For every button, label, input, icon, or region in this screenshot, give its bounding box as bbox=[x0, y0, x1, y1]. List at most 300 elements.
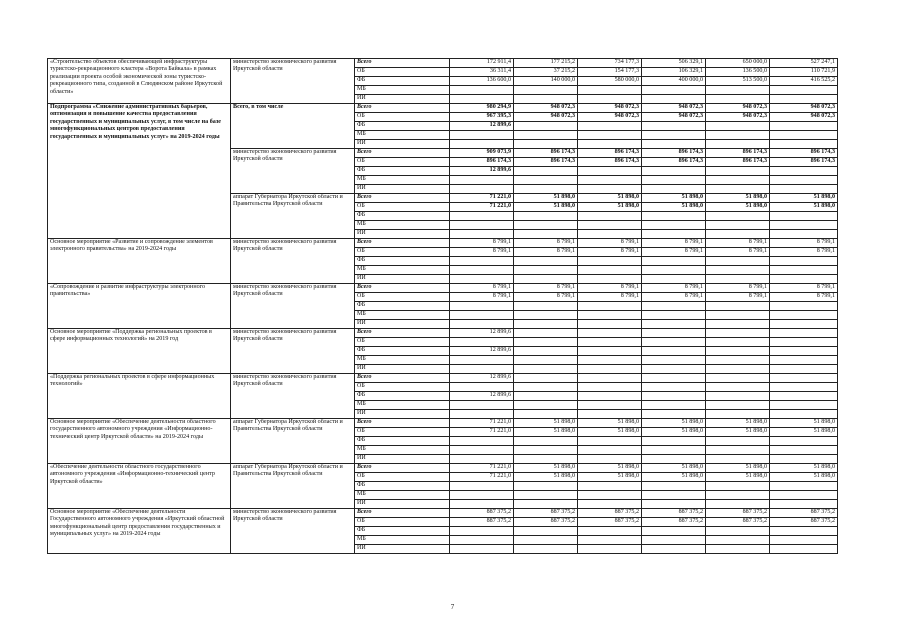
amount-cell: 51 898,0 bbox=[642, 419, 706, 428]
amount-cell bbox=[770, 536, 838, 545]
amount-cell bbox=[642, 329, 706, 338]
amount-cell: 177 215,2 bbox=[514, 59, 578, 68]
activity-description: Основное мероприятие «Обеспечение деятельности областного государственного автономного учреждения «Информационно-технический центр Иркутской области» на 2019-2024 годы bbox=[48, 419, 231, 464]
amount-cell bbox=[770, 383, 838, 392]
amount-cell bbox=[578, 230, 642, 239]
amount-cell: 8 799,1 bbox=[706, 284, 770, 293]
amount-cell bbox=[642, 446, 706, 455]
amount-cell bbox=[706, 392, 770, 401]
amount-cell: 8 799,1 bbox=[578, 293, 642, 302]
amount-cell bbox=[706, 320, 770, 329]
amount-cell bbox=[642, 212, 706, 221]
amount-cell: 71 221,0 bbox=[450, 419, 514, 428]
amount-cell bbox=[450, 401, 514, 410]
amount-cell bbox=[450, 185, 514, 194]
amount-cell bbox=[514, 401, 578, 410]
amount-cell bbox=[706, 374, 770, 383]
amount-cell: 12 899,6 bbox=[450, 329, 514, 338]
amount-cell: 51 898,0 bbox=[578, 473, 642, 482]
amount-cell bbox=[706, 455, 770, 464]
amount-cell: 51 898,0 bbox=[578, 203, 642, 212]
amount-cell bbox=[450, 302, 514, 311]
amount-cell: 51 898,0 bbox=[770, 194, 838, 203]
amount-cell bbox=[770, 275, 838, 284]
funding-source-label: ИИ bbox=[355, 545, 450, 554]
amount-cell bbox=[578, 410, 642, 419]
amount-cell bbox=[578, 311, 642, 320]
amount-cell bbox=[450, 257, 514, 266]
amount-cell bbox=[578, 266, 642, 275]
amount-cell bbox=[770, 347, 838, 356]
amount-cell bbox=[514, 167, 578, 176]
table-row bbox=[48, 419, 838, 428]
amount-cell bbox=[450, 365, 514, 374]
amount-cell: 154 177,3 bbox=[578, 68, 642, 77]
amount-cell bbox=[514, 329, 578, 338]
amount-cell: 51 898,0 bbox=[642, 203, 706, 212]
amount-cell: 948 072,3 bbox=[514, 113, 578, 122]
amount-cell bbox=[514, 221, 578, 230]
amount-cell: 136 500,0 bbox=[706, 68, 770, 77]
amount-cell: 140 000,0 bbox=[514, 77, 578, 86]
amount-cell bbox=[770, 320, 838, 329]
amount-cell: 887 375,2 bbox=[450, 518, 514, 527]
budget-table bbox=[47, 58, 838, 554]
amount-cell: 8 799,1 bbox=[514, 239, 578, 248]
amount-cell bbox=[578, 527, 642, 536]
executor-name: министерство экономического развития Иркутской области bbox=[231, 374, 355, 419]
amount-cell bbox=[450, 86, 514, 95]
amount-cell bbox=[706, 266, 770, 275]
amount-cell: 8 799,1 bbox=[770, 293, 838, 302]
amount-cell bbox=[514, 275, 578, 284]
amount-cell: 513 500,0 bbox=[706, 77, 770, 86]
amount-cell: 51 898,0 bbox=[706, 428, 770, 437]
amount-cell: 887 375,2 bbox=[770, 509, 838, 518]
amount-cell: 887 375,2 bbox=[514, 518, 578, 527]
amount-cell: 136 600,0 bbox=[450, 77, 514, 86]
amount-cell bbox=[770, 86, 838, 95]
table-row bbox=[48, 374, 838, 383]
table-row bbox=[48, 284, 838, 293]
amount-cell bbox=[514, 374, 578, 383]
funding-source-label: МБ bbox=[355, 86, 450, 95]
funding-source-label: Всего bbox=[355, 194, 450, 203]
funding-source-label: ОБ bbox=[355, 293, 450, 302]
amount-cell: 887 375,2 bbox=[642, 509, 706, 518]
amount-cell: 887 375,2 bbox=[578, 518, 642, 527]
amount-cell bbox=[578, 212, 642, 221]
funding-source-label: ФБ bbox=[355, 167, 450, 176]
amount-cell bbox=[578, 167, 642, 176]
funding-source-label: ФБ bbox=[355, 392, 450, 401]
amount-cell: 12 899,6 bbox=[450, 347, 514, 356]
amount-cell bbox=[770, 527, 838, 536]
amount-cell: 8 799,1 bbox=[706, 248, 770, 257]
funding-source-label: ИИ bbox=[355, 230, 450, 239]
funding-source-label: ИИ bbox=[355, 185, 450, 194]
amount-cell bbox=[450, 230, 514, 239]
amount-cell bbox=[642, 275, 706, 284]
amount-cell bbox=[642, 311, 706, 320]
amount-cell bbox=[642, 221, 706, 230]
amount-cell bbox=[770, 185, 838, 194]
funding-source-label: ОБ bbox=[355, 203, 450, 212]
amount-cell bbox=[578, 176, 642, 185]
amount-cell: 51 898,0 bbox=[578, 428, 642, 437]
amount-cell bbox=[642, 545, 706, 554]
amount-cell: 51 898,0 bbox=[770, 473, 838, 482]
amount-cell: 51 898,0 bbox=[578, 419, 642, 428]
amount-cell bbox=[706, 437, 770, 446]
amount-cell: 887 375,2 bbox=[642, 518, 706, 527]
amount-cell bbox=[770, 230, 838, 239]
amount-cell: 51 898,0 bbox=[706, 419, 770, 428]
amount-cell bbox=[578, 329, 642, 338]
executor-name: министерство экономического развития Иркутской области bbox=[231, 284, 355, 329]
amount-cell bbox=[706, 410, 770, 419]
amount-cell: 8 799,1 bbox=[578, 248, 642, 257]
amount-cell bbox=[450, 437, 514, 446]
amount-cell: 650 000,0 bbox=[706, 59, 770, 68]
amount-cell bbox=[514, 95, 578, 104]
amount-cell bbox=[578, 455, 642, 464]
activity-description: «Строительство объектов обеспечивающей инфраструктуры туристско-рекреационного кластера «Ворота Байкала» в рамках реализации проекта особой экономической зоны туристско-рекреационного типа, созданной в Слюдянском районе Иркутской области» bbox=[48, 59, 231, 104]
activity-description: Подпрограмма «Снижение административных барьеров, оптимизация и повышение качества предоставления государственных и муниципальных услуг, в том числе на базе многофункциональных центров предоставления государственных и муниципальных услуг» на 2019-2024 годы bbox=[48, 104, 231, 239]
funding-source-label: Всего bbox=[355, 284, 450, 293]
amount-cell: 887 375,2 bbox=[514, 509, 578, 518]
amount-cell: 948 072,3 bbox=[642, 113, 706, 122]
amount-cell: 8 799,1 bbox=[642, 248, 706, 257]
amount-cell bbox=[706, 347, 770, 356]
amount-cell bbox=[642, 410, 706, 419]
amount-cell bbox=[450, 140, 514, 149]
amount-cell: 8 799,1 bbox=[642, 293, 706, 302]
amount-cell: 580 000,0 bbox=[578, 77, 642, 86]
amount-cell bbox=[770, 356, 838, 365]
amount-cell bbox=[770, 365, 838, 374]
amount-cell bbox=[642, 185, 706, 194]
funding-source-label: ФБ bbox=[355, 527, 450, 536]
amount-cell bbox=[514, 482, 578, 491]
amount-cell: 51 898,0 bbox=[642, 428, 706, 437]
amount-cell: 887 375,2 bbox=[450, 509, 514, 518]
amount-cell: 416 525,2 bbox=[770, 77, 838, 86]
amount-cell bbox=[706, 338, 770, 347]
amount-cell bbox=[770, 311, 838, 320]
amount-cell: 400 000,0 bbox=[642, 77, 706, 86]
funding-source-label: ИИ bbox=[355, 365, 450, 374]
amount-cell: 51 898,0 bbox=[578, 464, 642, 473]
amount-cell bbox=[450, 446, 514, 455]
amount-cell bbox=[514, 122, 578, 131]
amount-cell bbox=[770, 446, 838, 455]
funding-source-label: Всего bbox=[355, 239, 450, 248]
amount-cell: 896 174,3 bbox=[578, 158, 642, 167]
amount-cell bbox=[642, 482, 706, 491]
amount-cell bbox=[450, 131, 514, 140]
amount-cell bbox=[578, 221, 642, 230]
amount-cell bbox=[578, 338, 642, 347]
activity-description: Основное мероприятие «Поддержка региональных проектов в сфере информационных технологий» на 2019 год bbox=[48, 329, 231, 374]
amount-cell bbox=[578, 383, 642, 392]
amount-cell: 71 221,0 bbox=[450, 464, 514, 473]
amount-cell bbox=[642, 320, 706, 329]
funding-source-label: ОБ bbox=[355, 473, 450, 482]
amount-cell bbox=[706, 140, 770, 149]
amount-cell: 8 799,1 bbox=[450, 284, 514, 293]
amount-cell bbox=[642, 257, 706, 266]
amount-cell bbox=[770, 176, 838, 185]
amount-cell bbox=[578, 536, 642, 545]
amount-cell bbox=[706, 356, 770, 365]
amount-cell bbox=[770, 131, 838, 140]
amount-cell bbox=[578, 500, 642, 509]
funding-source-label: МБ bbox=[355, 266, 450, 275]
amount-cell: 51 898,0 bbox=[514, 464, 578, 473]
amount-cell bbox=[770, 257, 838, 266]
amount-cell bbox=[514, 491, 578, 500]
amount-cell: 948 072,3 bbox=[770, 104, 838, 113]
amount-cell bbox=[706, 383, 770, 392]
funding-source-label: ИИ bbox=[355, 500, 450, 509]
funding-source-label: ФБ bbox=[355, 482, 450, 491]
amount-cell: 51 898,0 bbox=[514, 428, 578, 437]
amount-cell: 172 911,4 bbox=[450, 59, 514, 68]
amount-cell bbox=[450, 536, 514, 545]
funding-source-label: ФБ bbox=[355, 122, 450, 131]
amount-cell bbox=[450, 311, 514, 320]
amount-cell bbox=[706, 302, 770, 311]
amount-cell bbox=[514, 527, 578, 536]
funding-source-label: ФБ bbox=[355, 347, 450, 356]
amount-cell bbox=[450, 275, 514, 284]
amount-cell bbox=[578, 374, 642, 383]
amount-cell bbox=[706, 365, 770, 374]
amount-cell bbox=[514, 500, 578, 509]
amount-cell bbox=[514, 545, 578, 554]
amount-cell: 51 898,0 bbox=[514, 419, 578, 428]
amount-cell bbox=[706, 401, 770, 410]
amount-cell: 948 072,3 bbox=[706, 113, 770, 122]
funding-source-label: ОБ bbox=[355, 158, 450, 167]
amount-cell bbox=[578, 437, 642, 446]
funding-source-label: ОБ bbox=[355, 113, 450, 122]
amount-cell: 896 174,3 bbox=[642, 149, 706, 158]
funding-source-label: ИИ bbox=[355, 275, 450, 284]
amount-cell bbox=[770, 500, 838, 509]
amount-cell bbox=[450, 356, 514, 365]
amount-cell bbox=[578, 401, 642, 410]
funding-source-label: МБ bbox=[355, 446, 450, 455]
amount-cell bbox=[770, 302, 838, 311]
amount-cell: 948 072,3 bbox=[578, 104, 642, 113]
amount-cell bbox=[514, 356, 578, 365]
amount-cell: 948 072,3 bbox=[706, 104, 770, 113]
amount-cell: 71 221,0 bbox=[450, 473, 514, 482]
amount-cell: 51 898,0 bbox=[770, 464, 838, 473]
amount-cell bbox=[578, 365, 642, 374]
amount-cell: 51 898,0 bbox=[642, 473, 706, 482]
amount-cell: 8 799,1 bbox=[514, 248, 578, 257]
amount-cell bbox=[706, 257, 770, 266]
amount-cell bbox=[514, 347, 578, 356]
amount-cell bbox=[578, 86, 642, 95]
amount-cell bbox=[706, 185, 770, 194]
amount-cell: 51 898,0 bbox=[770, 428, 838, 437]
amount-cell: 896 174,3 bbox=[514, 158, 578, 167]
amount-cell bbox=[514, 392, 578, 401]
amount-cell bbox=[642, 536, 706, 545]
amount-cell bbox=[578, 185, 642, 194]
funding-source-label: МБ bbox=[355, 131, 450, 140]
amount-cell bbox=[706, 527, 770, 536]
funding-source-label: ФБ bbox=[355, 302, 450, 311]
amount-cell bbox=[450, 221, 514, 230]
funding-source-label: ОБ bbox=[355, 248, 450, 257]
amount-cell: 36 311,4 bbox=[450, 68, 514, 77]
amount-cell bbox=[578, 482, 642, 491]
amount-cell bbox=[578, 275, 642, 284]
amount-cell: 896 174,3 bbox=[514, 149, 578, 158]
amount-cell bbox=[642, 122, 706, 131]
amount-cell: 51 898,0 bbox=[706, 203, 770, 212]
funding-source-label: МБ bbox=[355, 536, 450, 545]
amount-cell: 8 799,1 bbox=[578, 239, 642, 248]
amount-cell bbox=[578, 347, 642, 356]
amount-cell bbox=[642, 131, 706, 140]
amount-cell bbox=[578, 302, 642, 311]
amount-cell bbox=[514, 230, 578, 239]
amount-cell: 110 721,9 bbox=[770, 68, 838, 77]
funding-source-label: ОБ bbox=[355, 518, 450, 527]
amount-cell bbox=[642, 455, 706, 464]
amount-cell bbox=[642, 500, 706, 509]
funding-source-label: ОБ bbox=[355, 383, 450, 392]
funding-source-label: МБ bbox=[355, 401, 450, 410]
amount-cell bbox=[770, 374, 838, 383]
amount-cell bbox=[450, 545, 514, 554]
amount-cell: 51 898,0 bbox=[514, 194, 578, 203]
amount-cell: 896 174,3 bbox=[450, 158, 514, 167]
amount-cell: 8 799,1 bbox=[770, 248, 838, 257]
amount-cell: 8 799,1 bbox=[642, 239, 706, 248]
amount-cell: 51 898,0 bbox=[706, 464, 770, 473]
amount-cell bbox=[706, 446, 770, 455]
funding-source-label: Всего bbox=[355, 104, 450, 113]
amount-cell bbox=[578, 356, 642, 365]
amount-cell bbox=[706, 167, 770, 176]
activity-description: «Поддержка региональных проектов в сфере информационных технологий» bbox=[48, 374, 231, 419]
amount-cell: 8 799,1 bbox=[450, 239, 514, 248]
amount-cell: 51 898,0 bbox=[514, 203, 578, 212]
amount-cell: 948 072,3 bbox=[578, 113, 642, 122]
amount-cell bbox=[450, 482, 514, 491]
funding-source-label: ФБ bbox=[355, 212, 450, 221]
amount-cell bbox=[514, 311, 578, 320]
amount-cell: 887 375,2 bbox=[706, 509, 770, 518]
amount-cell: 734 177,3 bbox=[578, 59, 642, 68]
amount-cell bbox=[706, 221, 770, 230]
amount-cell: 106 329,1 bbox=[642, 68, 706, 77]
executor-name: аппарат Губернатора Иркутской области и Правительства Иркутской области bbox=[231, 464, 355, 509]
amount-cell bbox=[706, 131, 770, 140]
funding-source-label: ИИ bbox=[355, 455, 450, 464]
executor-name: министерство экономического развития Иркутской области bbox=[231, 149, 355, 194]
amount-cell: 896 174,3 bbox=[642, 158, 706, 167]
amount-cell: 51 898,0 bbox=[514, 473, 578, 482]
amount-cell bbox=[450, 410, 514, 419]
amount-cell bbox=[706, 545, 770, 554]
funding-source-label: ИИ bbox=[355, 410, 450, 419]
amount-cell bbox=[514, 383, 578, 392]
funding-source-label: ИИ bbox=[355, 320, 450, 329]
amount-cell bbox=[514, 86, 578, 95]
amount-cell bbox=[770, 482, 838, 491]
amount-cell bbox=[514, 455, 578, 464]
amount-cell bbox=[706, 491, 770, 500]
amount-cell: 896 174,3 bbox=[770, 149, 838, 158]
amount-cell bbox=[642, 491, 706, 500]
funding-source-label: ИИ bbox=[355, 140, 450, 149]
amount-cell bbox=[450, 338, 514, 347]
amount-cell: 51 898,0 bbox=[706, 473, 770, 482]
amount-cell bbox=[514, 437, 578, 446]
amount-cell: 12 899,6 bbox=[450, 122, 514, 131]
amount-cell bbox=[514, 185, 578, 194]
amount-cell: 8 799,1 bbox=[514, 284, 578, 293]
amount-cell: 896 174,3 bbox=[706, 158, 770, 167]
amount-cell bbox=[514, 266, 578, 275]
amount-cell bbox=[578, 131, 642, 140]
amount-cell bbox=[514, 536, 578, 545]
amount-cell bbox=[706, 329, 770, 338]
funding-source-label: Всего bbox=[355, 374, 450, 383]
amount-cell: 71 221,0 bbox=[450, 194, 514, 203]
amount-cell bbox=[706, 500, 770, 509]
amount-cell: 967 395,3 bbox=[450, 113, 514, 122]
funding-source-label: ОБ bbox=[355, 338, 450, 347]
amount-cell bbox=[450, 212, 514, 221]
amount-cell: 896 174,3 bbox=[770, 158, 838, 167]
executor-name: министерство экономического развития Иркутской области bbox=[231, 509, 355, 554]
amount-cell: 71 221,0 bbox=[450, 203, 514, 212]
amount-cell bbox=[514, 338, 578, 347]
funding-source-label: МБ bbox=[355, 491, 450, 500]
amount-cell bbox=[770, 140, 838, 149]
amount-cell: 980 294,9 bbox=[450, 104, 514, 113]
funding-source-label: МБ bbox=[355, 356, 450, 365]
amount-cell bbox=[578, 491, 642, 500]
funding-source-label: ФБ bbox=[355, 77, 450, 86]
amount-cell bbox=[450, 455, 514, 464]
funding-source-label: Всего bbox=[355, 419, 450, 428]
amount-cell: 12 899,6 bbox=[450, 167, 514, 176]
table-row bbox=[48, 509, 838, 518]
amount-cell bbox=[450, 320, 514, 329]
amount-cell bbox=[706, 176, 770, 185]
funding-source-label: ОБ bbox=[355, 68, 450, 77]
amount-cell: 51 898,0 bbox=[706, 194, 770, 203]
amount-cell bbox=[770, 455, 838, 464]
amount-cell bbox=[514, 131, 578, 140]
amount-cell bbox=[642, 356, 706, 365]
amount-cell bbox=[706, 536, 770, 545]
amount-cell bbox=[706, 230, 770, 239]
funding-source-label: ОБ bbox=[355, 428, 450, 437]
funding-source-label: МБ bbox=[355, 311, 450, 320]
amount-cell bbox=[578, 392, 642, 401]
